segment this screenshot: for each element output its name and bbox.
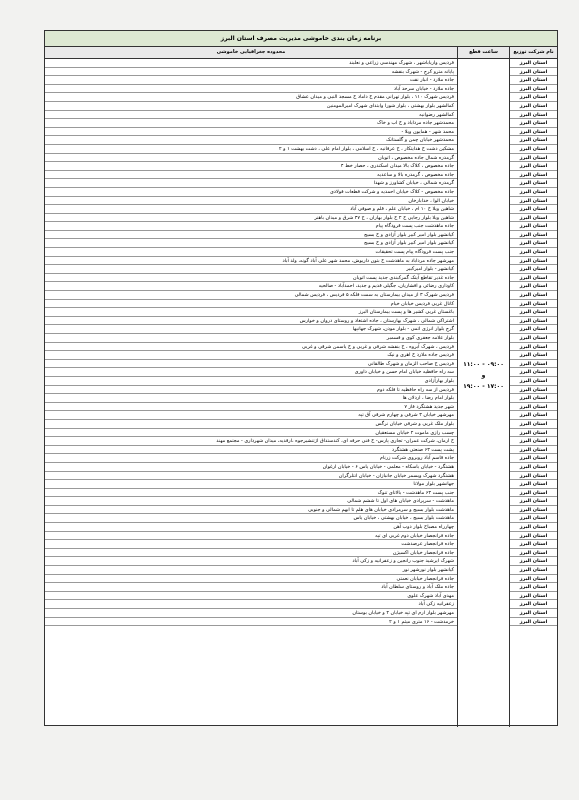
area-row: شاهین ویلا بلوار رجایی خ ۲ خ بلوار بهاران ، خ ۴۷ شرق و میدان باهنر (45, 214, 457, 223)
company-cell: استان البرز (510, 429, 557, 438)
area-row: کیانشهر بلوار نورشهر نور (45, 566, 457, 575)
area-row: بلوار امام رضا ، اردلان ها (45, 394, 457, 403)
company-cell: استان البرز (510, 420, 557, 429)
area-column (45, 59, 457, 727)
area-row: بلوار علامه جعفری کوی و فسمبر (45, 334, 457, 343)
table-header-row (45, 47, 557, 59)
header-time: ساعت قطع (457, 47, 509, 58)
area-row: بلوار ملک غربی و شرقی خیابان نرگس (45, 420, 457, 429)
area-row: سه راه حافظیه خیابان امام حسن و خیابان داوری (45, 368, 457, 377)
company-cell: استان البرز (510, 325, 557, 334)
area-row: خرمدشت - ۱۶ متری میثم ۱ و ۲ (45, 618, 457, 627)
area-row: جاده غدیر تقاطع آیتک گمرکبندی جدید پست اتوبان (45, 274, 457, 283)
area-row: خ ارمان، شرکت عمران- تجاری پارس- خ فنی حرفه ای، کندستداق اژتنشیرجوه ،ارقدیه، میدان شهرداری - مجتمع مهند (45, 437, 457, 446)
company-cell: استان البرز (510, 472, 557, 481)
company-cell: استان البرز (510, 377, 557, 386)
company-cell: استان البرز (510, 154, 557, 163)
area-row: شهر جدید هشتگرد فاز ۷ (45, 403, 457, 412)
area-row: جاده فرانجصار خیابان دوم غربی ای تپه (45, 532, 457, 541)
area-row: محمدشهر جاده مرداباد و خ اب و خاک (45, 119, 457, 128)
company-cell: استان البرز (510, 76, 557, 85)
area-row: مهرشهر جاده مرداباد به ماهدشت خ بتون داریوش، محمد شهر علی آباد گونه، ولد آباد (45, 257, 457, 266)
company-cell: استان البرز (510, 360, 557, 369)
company-cell: استان البرز (510, 532, 557, 541)
company-cell: استان البرز (510, 557, 557, 566)
company-cell: استان البرز (510, 197, 557, 206)
area-row: کیانشهر - بلوار امیرکبیر (45, 265, 457, 274)
company-cell: استان البرز (510, 205, 557, 214)
area-row: گرمدره شمال جاده مخصوص ، اتوبان (45, 154, 457, 163)
area-row: فردیس از سه راه حافظیه تا فلکه دوم (45, 386, 457, 395)
area-row: خیابان الوا ، خدابارخان (45, 197, 457, 206)
company-cell: استان البرز (510, 592, 557, 601)
area-row: جنب پست فرودگاه پیام پست تحقیقات (45, 248, 457, 257)
area-row: محمدشهر خیابان چمن و گلستانک (45, 136, 457, 145)
company-cell: استان البرز (510, 188, 557, 197)
company-cell: استان البرز (510, 351, 557, 360)
area-row: پشت پست ۶۳ صنعتی هشتگرد (45, 446, 457, 455)
area-row: جنب پست ۶۳ ماهدشت - بالاتای تنوک (45, 489, 457, 498)
area-row: شاهین ویلا خ ۱۰ ام ، خیابان علم ، قلم و صوفی آباد (45, 205, 457, 214)
area-row: جاده فرانجصار عرصدشت (45, 540, 457, 549)
area-row: فردیس جاده ملارد خ اهری و نیک (45, 351, 457, 360)
area-row: پایانه مترو کرج - شهرک بنفشه (45, 68, 457, 77)
area-row: هشتگرد شهرک ویسمر خیابان جانبازان - خیابان انتلرگران (45, 472, 457, 481)
area-row: هشتگرد - خیابان باسکاه - معلمی - خیابان یاس ۶ - خیابان ارغوان (45, 463, 457, 472)
area-row: جاده ملارد - انبار نفت (45, 76, 457, 85)
company-cell: استان البرز (510, 618, 557, 627)
area-row: جاده فرانجصار خیابان نعمتی (45, 575, 457, 584)
company-cell: استان البرز (510, 300, 557, 309)
company-cell: استان البرز (510, 343, 557, 352)
company-cell: استان البرز (510, 128, 557, 137)
table-title: برنامه زمان بندی خاموشی مدیریت مصرف استان البرز (45, 31, 557, 47)
company-cell: استان البرز (510, 179, 557, 188)
area-row: مهرشهر بلوار ارم ای تپه خیابان ۴ و خیابان بوستان (45, 609, 457, 618)
company-cell: استان البرز (510, 317, 557, 326)
area-row: مشکین دشت خ هدایتکار ، خ عرفانیه ، خ اسلامی ، بلوار امام علی ، دشت بهشت ۱ و ۲ (45, 145, 457, 154)
company-cell: استان البرز (510, 334, 557, 343)
area-row: جهانشهر بلوار مولانا (45, 480, 457, 489)
header-company: نام شرکت توزیع (509, 47, 557, 58)
area-row: جاده قاسم آباد روبروی شرکت زرنام (45, 454, 457, 463)
company-cell: استان البرز (510, 265, 557, 274)
area-row: فردیس شهرک ۳ از میدان بیمارستان به سمت فلکه ۵ فردیس ، فردیس شمالی (45, 291, 457, 300)
company-cell: استان البرز (510, 239, 557, 248)
company-cell: استان البرز (510, 257, 557, 266)
area-row: جاده ماهدشت جنب پست فرودگاه پیام (45, 222, 457, 231)
company-cell: استان البرز (510, 514, 557, 523)
area-row: جاده مخصوص ، کلاک بالا میدان اسکندری ، حصار خط ۴ (45, 162, 457, 171)
company-cell: استان البرز (510, 171, 557, 180)
area-row: جاده فرانجصار خیابان اکسیژن (45, 549, 457, 558)
company-column (509, 59, 557, 727)
company-cell: استان البرز (510, 386, 557, 395)
area-row: اشتراکی شمالی ، شهرک بهارستان ، جاده اشتغاد و روستای دروان و خوارس (45, 317, 457, 326)
area-row: گرمدره شمالی ، خیابان کشاورز و شهدا (45, 179, 457, 188)
company-cell: استان البرز (510, 93, 557, 102)
area-row: ماهدشت بلوار بسیج و سرمرادی خیابان های هلم تا ابهم شمالی و جنوبی (45, 506, 457, 515)
area-row: محمد شهر - همایون ویلا - (45, 128, 457, 137)
area-row: جاده ملارد - خیابان سرحد آباد (45, 85, 457, 94)
company-cell: استان البرز (510, 274, 557, 283)
area-row: کمالشهر بلوار بهشتی ، بلوار شورا وابتدای شهرک امیرالمومنین (45, 102, 457, 111)
area-row: مهدی آباد شهرک علوی (45, 592, 457, 601)
company-cell: استان البرز (510, 145, 557, 154)
time-column (457, 59, 509, 727)
company-cell: استان البرز (510, 437, 557, 446)
company-cell: استان البرز (510, 282, 557, 291)
company-cell: استان البرز (510, 489, 557, 498)
outage-time-slot: ۰۹:۰۰ - ۱۱:۰۰ و ۱۷:۰۰ - ۱۹:۰۰ (463, 361, 504, 390)
area-row: جاده مخصوص ، گرمدره بالا و ساعدیه (45, 171, 457, 180)
company-cell: استان البرز (510, 136, 557, 145)
company-cell: استان البرز (510, 609, 557, 618)
area-row: باغستان غربی کشیر ها و پست بیمارستان البرز (45, 308, 457, 317)
area-row: گرج بلوار انرژی اتمی - بلوار موذن، شهرک جهانپها (45, 325, 457, 334)
company-cell: استان البرز (510, 583, 557, 592)
area-row: کانال غربی فردیس خیابان خیام (45, 300, 457, 309)
area-row: مهرشهر خیابان ۳ شرقی و چهارم شرقی آق تپه (45, 411, 457, 420)
company-cell: استان البرز (510, 162, 557, 171)
area-row: فردیس ، شهرک آبروه ، خ بنفشه شرقی و غربی و خ یاسمن شرقی و غربی (45, 343, 457, 352)
company-cell: استان البرز (510, 291, 557, 300)
area-row: بلوار بهارآزادی (45, 377, 457, 386)
company-cell: استان البرز (510, 454, 557, 463)
company-cell: استان البرز (510, 102, 557, 111)
area-row: کمالشهر رضوانیه (45, 111, 457, 120)
area-row: ماهدشت - سرپرادی خیابان های اول تا ششم شمالی (45, 497, 457, 506)
company-cell: استان البرز (510, 85, 557, 94)
area-row: شهرک ایرشید جنوب رانجین و زعفرانیه و زکی آباد (45, 557, 457, 566)
company-cell: استان البرز (510, 68, 557, 77)
area-row: جاده مخصوص - کلاک خیابان احمدیه و شرکت قطعات فولادی (45, 188, 457, 197)
area-row: فردیس خ صاحب الزمان و شهرک طالقانی (45, 360, 457, 369)
area-row: فردیس شهرک ۱۱۰ ، بلوار تهرانی مقدم خ داماد خ مسجد النبی و میدان عشاق (45, 93, 457, 102)
area-row: کیانشهر بلوار امیر کبیر بلوار آزادی و خ بسیج (45, 231, 457, 240)
company-cell: استان البرز (510, 463, 557, 472)
company-cell: استان البرز (510, 540, 557, 549)
company-cell: استان البرز (510, 575, 557, 584)
company-cell: استان البرز (510, 480, 557, 489)
company-cell: استان البرز (510, 368, 557, 377)
company-cell: استان البرز (510, 497, 557, 506)
area-row: زعفرانیه زکی آباد (45, 600, 457, 609)
company-cell: استان البرز (510, 231, 557, 240)
company-cell: استان البرز (510, 119, 557, 128)
company-cell: استان البرز (510, 394, 557, 403)
company-cell: استان البرز (510, 446, 557, 455)
schedule-table (44, 30, 558, 726)
company-cell: استان البرز (510, 59, 557, 68)
company-cell: استان البرز (510, 600, 557, 609)
company-cell: استان البرز (510, 214, 557, 223)
company-cell: استان البرز (510, 411, 557, 420)
area-row: جاده ملک آباد و روستای سلطان آباد (45, 583, 457, 592)
company-cell: استان البرز (510, 523, 557, 532)
company-cell: استان البرز (510, 403, 557, 412)
company-cell: استان البرز (510, 549, 557, 558)
company-cell: استان البرز (510, 222, 557, 231)
area-row: کیانشهر بلوار امیر کبیر بلوار آزادی و خ بسیج (45, 239, 457, 248)
company-cell: استان البرز (510, 111, 557, 120)
company-cell: استان البرز (510, 308, 557, 317)
area-row: فردیس وارباباشهر ، شهرک مهندسی زراعی و نعلبند (45, 59, 457, 68)
area-row: کاوداری رضائی و افشاریان، جگیلی قدیم و جدید، احمدآباد - صالحیه (45, 282, 457, 291)
area-row: ماهدشت بلوار بسیج ، خیابان بهشتی ، خیابان یاس (45, 514, 457, 523)
company-cell: استان البرز (510, 566, 557, 575)
company-cell: استان البرز (510, 248, 557, 257)
header-area: محدوده جغرافیایی خاموشی (216, 49, 286, 55)
company-cell: استان البرز (510, 506, 557, 515)
table-body (45, 59, 557, 727)
area-row: چسب رازی ماموت ۲ خیابان مستعقیان (45, 429, 457, 438)
area-row: چهارراه مصباح بلوار ذوب آهن (45, 523, 457, 532)
